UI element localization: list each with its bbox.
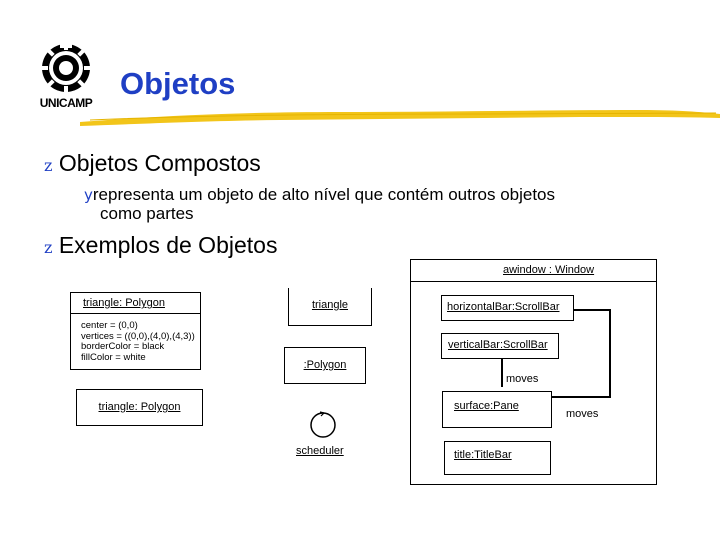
object-name: triangle: Polygon [98, 401, 181, 413]
object-name: title:TitleBar [454, 449, 512, 461]
object-name: horizontalBar:ScrollBar [447, 301, 560, 313]
attribute: center = (0,0) [81, 320, 138, 331]
scheduler-active-object-icon [306, 406, 340, 440]
attribute: vertices = ((0,0),(4,0),(4,3)) [81, 330, 195, 342]
bullet-text: Objetos Compostos [58, 150, 261, 176]
sub-bullet-continuation: como partes [100, 204, 194, 223]
window-title: awindow : Window [503, 264, 595, 276]
association-label-moves: moves [566, 408, 599, 420]
object-horizontal-scrollbar [441, 295, 574, 321]
object-name: verticalBar:ScrollBar [448, 339, 548, 351]
object-vertical-scrollbar [441, 333, 559, 359]
object-name: :Polygon [303, 359, 347, 371]
bullet-text: Exemplos de Objetos [58, 232, 278, 258]
logo-text: UNICAMP [39, 96, 93, 110]
sub-bullet-description [84, 186, 555, 204]
title-underline [80, 98, 720, 132]
bullet-marker-icon: z [44, 238, 53, 257]
attribute: borderColor = black [81, 341, 165, 352]
object-triangle-partial [288, 288, 372, 326]
scheduler-label: scheduler [296, 445, 344, 457]
association-label-moves: moves [506, 373, 539, 385]
object-name: surface:Pane [454, 400, 519, 412]
object-name: triangle: Polygon [83, 297, 165, 309]
object-anonymous-polygon [284, 347, 366, 384]
attribute: fillColor = white [81, 351, 146, 363]
object-simple-triangle [76, 389, 203, 426]
object-surface-pane [442, 391, 552, 428]
bullet-composite-objects [44, 150, 261, 179]
object-detailed-triangle [70, 292, 201, 370]
object-name: triangle [311, 299, 349, 311]
compartment-divider [70, 313, 200, 314]
page-title: Objetos [120, 66, 236, 101]
sub-bullet-marker-icon: y [84, 186, 93, 204]
attribute-list [81, 321, 195, 363]
object-title-bar [444, 441, 551, 475]
sub-bullet-text: representa um objeto de alto nível que contém outros objetos [92, 185, 556, 204]
bullet-marker-icon: z [44, 156, 53, 175]
bullet-object-examples [44, 232, 277, 261]
